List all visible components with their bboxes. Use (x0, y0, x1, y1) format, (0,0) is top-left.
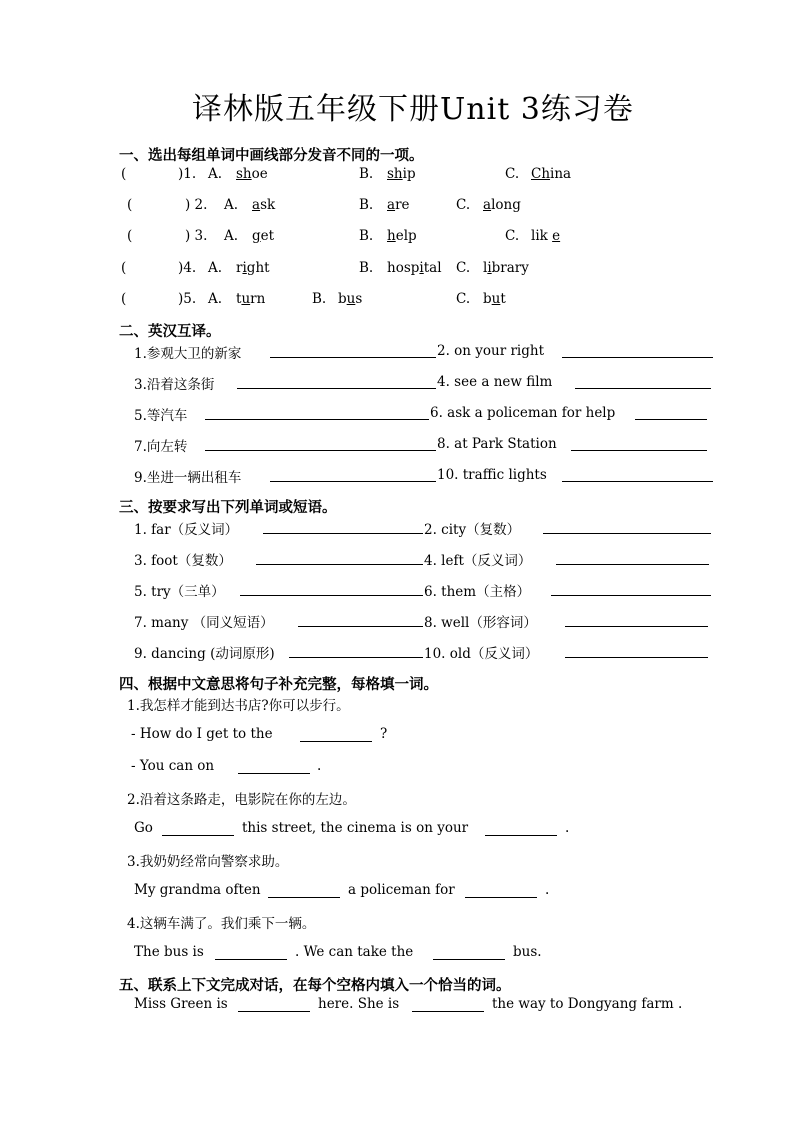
s4-q2-chinese: 2.沿着这条路走，电影院在你的左边。 (127, 792, 356, 808)
q2-option-b: are (387, 197, 410, 213)
s4-q4-middle: . We can take the (295, 944, 414, 960)
s5-blank-2[interactable] (412, 1011, 484, 1012)
q2-option-a-letter: A. (224, 197, 239, 213)
s2-item-10: 10. traffic lights (437, 467, 547, 483)
q4-option-c: library (483, 260, 529, 276)
s2-answer-blank-5[interactable] (205, 419, 429, 420)
s2-item-6: 6. ask a policeman for help (430, 405, 616, 421)
q2-option-a: ask (252, 197, 276, 213)
q4-paren: ( (121, 260, 127, 276)
s3-item-4: 4. left（反义词） (424, 553, 532, 569)
s4-q2-start: Go (134, 820, 153, 836)
q4-number: )4. (178, 260, 197, 276)
s5-line1-start: Miss Green is (134, 996, 228, 1012)
s3-answer-blank-6[interactable] (551, 595, 711, 596)
q3-option-a-letter: A. (224, 228, 239, 244)
s5-blank-1[interactable] (238, 1011, 310, 1012)
s4-q1-line-b: - You can on (131, 758, 215, 774)
q3-option-c-letter: C. (505, 228, 520, 244)
s3-answer-blank-5[interactable] (240, 595, 423, 596)
q5-number: )5. (178, 291, 197, 307)
s4-q1-chinese: 1.我怎样才能到达书店?你可以步行。 (127, 698, 350, 714)
q1-option-c-letter: C. (505, 166, 520, 182)
s4-q3-blank-b[interactable] (465, 897, 537, 898)
q4-option-b-letter: B. (359, 260, 374, 276)
s3-answer-blank-2[interactable] (543, 533, 711, 534)
q3-option-c: lik e (531, 228, 561, 244)
q2-option-c-letter: C. (456, 197, 471, 213)
s2-item-2: 2. on your right (437, 343, 545, 359)
s4-q2-middle: this street, the cinema is on your (242, 820, 469, 836)
q4-option-c-letter: C. (456, 260, 471, 276)
section-5-heading: 五、联系上下文完成对话，在每个空格内填入一个恰当的词。 (119, 978, 511, 994)
s4-q1-blank-a[interactable] (300, 741, 372, 742)
q5-option-b-letter: B. (312, 291, 327, 307)
s3-item-9: 9. dancing (动词原形) (134, 646, 275, 662)
q1-option-b: ship (387, 166, 416, 182)
s2-answer-blank-10[interactable] (562, 481, 713, 482)
s4-q1-end-b: . (317, 758, 322, 774)
s3-item-1: 1. far（反义词） (134, 522, 239, 538)
s3-answer-blank-1[interactable] (263, 533, 423, 534)
section-1-heading: 一、选出每组单词中画线部分发音不同的一项。 (119, 148, 424, 164)
s3-item-10: 10. old（反义词） (424, 646, 539, 662)
q2-paren: ( (127, 197, 133, 213)
q3-option-b: help (387, 228, 417, 244)
s4-q4-blank-a[interactable] (215, 959, 287, 960)
s2-answer-blank-2[interactable] (562, 357, 713, 358)
s4-q3-start: My grandma often (134, 882, 261, 898)
s2-item-5: 5.等汽车 (134, 408, 188, 424)
s4-q2-end: . (565, 820, 570, 836)
s3-item-8: 8. well（形容词） (424, 615, 537, 631)
q2-number: ) 2. (185, 197, 208, 213)
s2-answer-blank-9[interactable] (270, 481, 436, 482)
s4-q1-end-a: ? (380, 726, 388, 742)
q5-option-c: but (483, 291, 506, 307)
s3-answer-blank-9[interactable] (289, 657, 423, 658)
q1-number: )1. (178, 166, 197, 182)
s3-answer-blank-7[interactable] (298, 626, 423, 627)
section-2-heading: 二、英汉互译。 (119, 324, 221, 340)
s4-q3-blank-a[interactable] (268, 897, 340, 898)
q5-option-c-letter: C. (456, 291, 471, 307)
q5-option-a-letter: A. (208, 291, 223, 307)
q1-option-a-letter: A. (208, 166, 223, 182)
q3-option-b-letter: B. (359, 228, 374, 244)
q1-option-a: shoe (236, 166, 268, 182)
s2-item-7: 7.向左转 (134, 439, 188, 455)
q1-paren: ( (121, 166, 127, 182)
s3-answer-blank-8[interactable] (565, 626, 708, 627)
s2-answer-blank-3[interactable] (237, 388, 436, 389)
s4-q4-start: The bus is (134, 944, 204, 960)
s3-answer-blank-3[interactable] (256, 564, 423, 565)
q2-option-c: along (483, 197, 521, 213)
s3-item-7: 7. many （同义短语） (134, 615, 274, 631)
section-3-heading: 三、按要求写出下列单词或短语。 (119, 500, 337, 516)
s4-q3-chinese: 3.我奶奶经常向警察求助。 (127, 854, 289, 870)
q2-option-b-letter: B. (359, 197, 374, 213)
s4-q3-end: . (545, 882, 550, 898)
q3-option-a: get (252, 228, 275, 244)
q5-paren: ( (121, 291, 127, 307)
s2-item-9: 9.坐进一辆出租车 (134, 470, 242, 486)
s2-item-1: 1.参观大卫的新家 (134, 346, 242, 362)
q4-option-a: right (236, 260, 270, 276)
page-title: 译林版五年级下册Unit 3练习卷 (192, 92, 634, 127)
q4-option-a-letter: A. (208, 260, 223, 276)
s3-answer-blank-10[interactable] (565, 657, 708, 658)
s2-answer-blank-8[interactable] (571, 450, 707, 451)
q3-number: ) 3. (185, 228, 208, 244)
s4-q1-blank-b[interactable] (238, 773, 310, 774)
q5-option-b: bus (338, 291, 363, 307)
s2-item-3: 3.沿着这条街 (134, 377, 215, 393)
s2-item-4: 4. see a new film (437, 374, 553, 390)
s2-item-8: 8. at Park Station (437, 436, 557, 452)
s3-answer-blank-4[interactable] (556, 564, 709, 565)
s4-q2-blank-b[interactable] (485, 835, 557, 836)
s2-answer-blank-1[interactable] (270, 357, 436, 358)
q1-option-b-letter: B. (359, 166, 374, 182)
s3-item-6: 6. them（主格） (424, 584, 531, 600)
q3-paren: ( (127, 228, 133, 244)
q5-option-a: turn (236, 291, 266, 307)
s3-item-2: 2. city（复数） (424, 522, 521, 538)
s5-line1-middle: here. She is (318, 996, 400, 1012)
s4-q1-line-a: - How do I get to the (131, 726, 273, 742)
s4-q4-blank-b[interactable] (433, 959, 505, 960)
s3-item-3: 3. foot（复数） (134, 553, 232, 569)
s2-answer-blank-7[interactable] (205, 450, 436, 451)
s3-item-5: 5. try（三单） (134, 584, 225, 600)
section-4-heading: 四、根据中文意思将句子补充完整，每格填一词。 (119, 677, 438, 693)
q1-option-c: China (531, 166, 572, 182)
s4-q4-chinese: 4.这辆车满了。我们乘下一辆。 (127, 916, 316, 932)
s2-answer-blank-4[interactable] (575, 388, 711, 389)
s5-line1-end: the way to Dongyang farm . (492, 996, 683, 1012)
s4-q4-end: bus. (513, 944, 542, 960)
s4-q2-blank-a[interactable] (162, 835, 234, 836)
q4-option-b: hospital (387, 260, 442, 276)
s4-q3-middle: a policeman for (348, 882, 455, 898)
s2-answer-blank-6[interactable] (635, 419, 707, 420)
